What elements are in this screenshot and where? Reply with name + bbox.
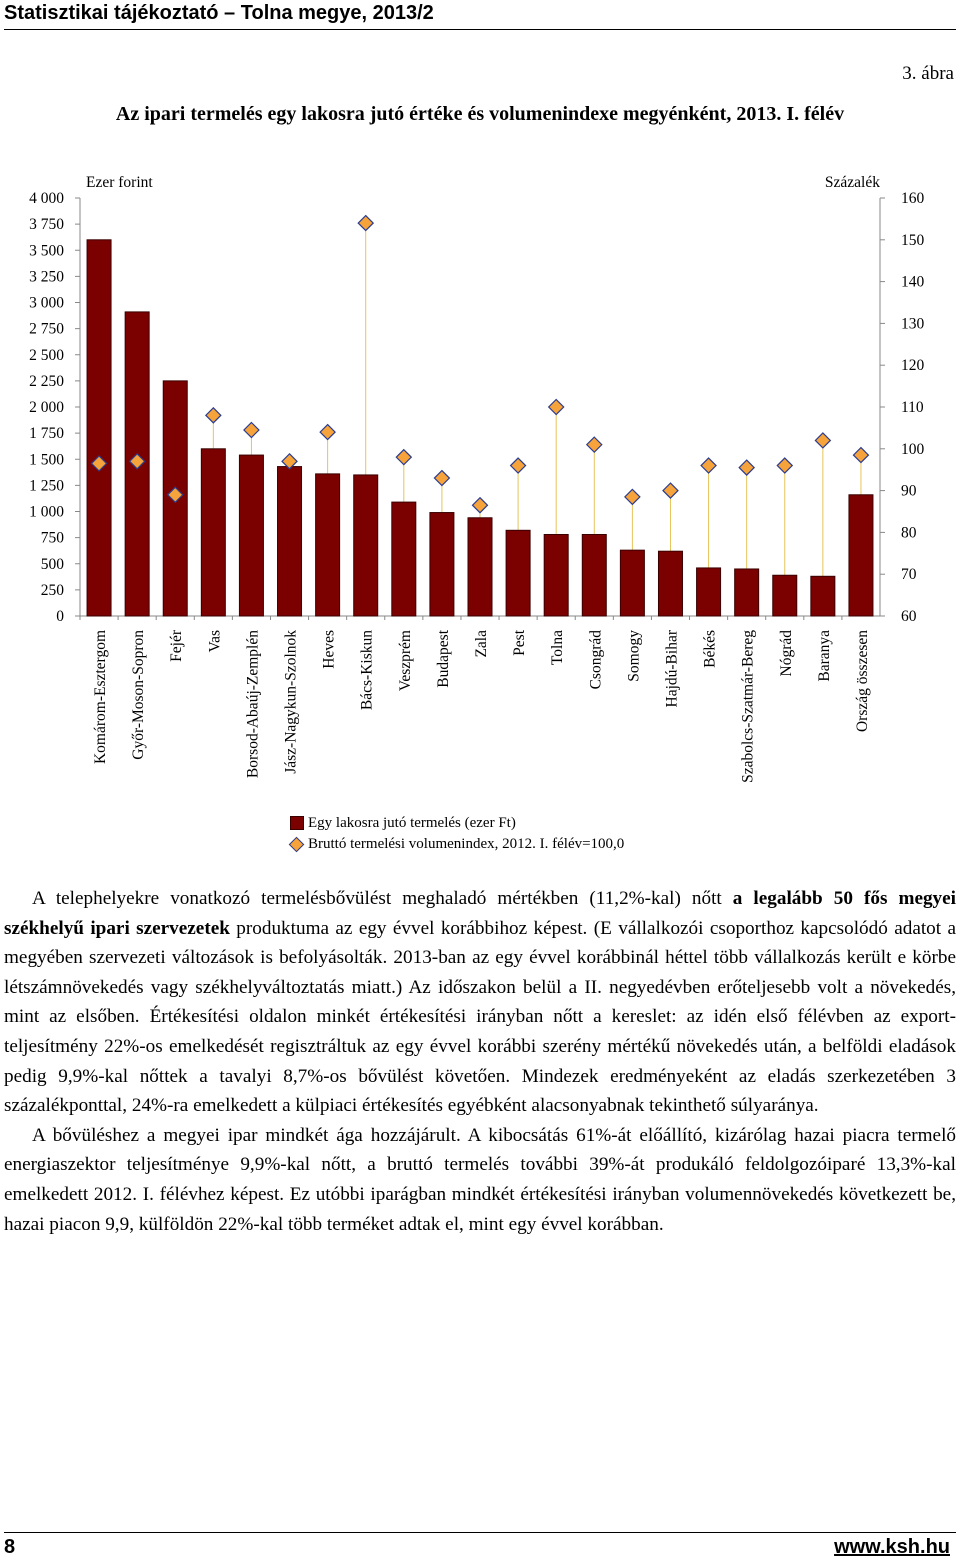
- bar-18: [773, 575, 797, 616]
- left-tick-label: 0: [56, 608, 64, 625]
- footer-rule: [4, 1532, 956, 1533]
- right-tick-label: 150: [901, 231, 925, 249]
- category-label: Zala: [473, 630, 490, 658]
- diamond-marker-16: [701, 458, 716, 473]
- category-label: Vas: [206, 630, 224, 653]
- right-tick-label: 100: [901, 440, 925, 458]
- legend-item-bar: [290, 813, 624, 834]
- bold-text: a legalább 50 fős megyei székhelyű ipari szervezetek: [4, 888, 956, 939]
- bar-14: [620, 550, 644, 616]
- left-tick-label: 3 250: [29, 268, 64, 286]
- left-tick-label: 3 750: [29, 216, 64, 234]
- left-tick-label: 2 750: [29, 320, 64, 338]
- bar-17: [735, 569, 759, 616]
- legend-bar-label: Egy lakosra jutó termelés (ezer Ft): [308, 815, 516, 831]
- left-tick-label: 2 500: [29, 346, 64, 364]
- category-label: Győr-Moson-Sopron: [130, 630, 148, 760]
- figure-title: Az ipari termelés egy lakosra jutó értéke és volumenindexe megyénként, 2013. I. félév: [115, 103, 845, 125]
- category-label: Ország összesen: [853, 630, 871, 733]
- page-number: 8: [4, 1536, 16, 1558]
- diamond-marker-12: [549, 400, 564, 415]
- paragraph: [4, 1121, 956, 1239]
- right-tick-label: 80: [901, 524, 917, 542]
- diamond-marker-18: [777, 458, 792, 473]
- category-label: Somogy: [625, 630, 643, 682]
- category-label: Nógrád: [777, 630, 795, 677]
- bar-19: [811, 576, 835, 616]
- diamond-marker-4: [244, 422, 259, 437]
- legend-bar-swatch: [290, 816, 304, 830]
- diamond-marker-11: [511, 458, 526, 473]
- bar-0: [87, 240, 111, 616]
- category-label: Baranya: [815, 630, 833, 682]
- bar-13: [582, 534, 606, 616]
- category-label: Komárom-Esztergom: [92, 630, 110, 765]
- left-tick-label: 3 000: [29, 294, 64, 312]
- category-label: Pest: [511, 630, 529, 656]
- bar-20: [849, 495, 873, 616]
- bar-16: [697, 568, 721, 616]
- category-label: Szabolcs-Szatmár-Bereg: [739, 630, 757, 783]
- category-label: Budapest: [434, 630, 452, 688]
- ksh-website-link[interactable]: www.ksh.hu: [834, 1536, 950, 1558]
- category-label: Tolna: [549, 630, 567, 666]
- right-tick-label: 140: [901, 273, 925, 291]
- category-label: Heves: [320, 630, 338, 669]
- legend-marker-label: Bruttó termelési volumenindex, 2012. I. félév=100,0: [308, 836, 625, 852]
- diamond-marker-13: [587, 437, 602, 452]
- diamond-marker-7: [358, 216, 373, 231]
- right-tick-label: 60: [901, 608, 917, 625]
- left-tick-label: 2 250: [29, 372, 64, 390]
- diamond-marker-3: [206, 408, 221, 423]
- figure-number: 3. ábra: [902, 63, 954, 84]
- left-tick-label: 1 000: [29, 503, 64, 521]
- diamond-marker-15: [663, 483, 678, 498]
- left-tick-label: 750: [40, 529, 64, 547]
- text-run: A bővüléshez a megyei ipar mindkét ága hozzájárult. A kibocsátás 61%-át előállító, kizárólag hazai piacra termelő energiaszektor teljesítménye 9,9%-kal nőtt, a bruttó termelés további 39%-át produkáló feldolgozóiparé 13,3%-kal emelkedett 2012. I. félévhez képest. Ez utóbbi iparágban mindkét értékesítési irányban volumennövekedés következett be, hazai piacon 9,9, külföldön 22%-kal több terméket adtak el, mint egy évvel korábban.: [4, 1124, 956, 1235]
- county-production-chart: [0, 160, 960, 810]
- bar-10: [468, 518, 492, 616]
- bar-11: [506, 530, 530, 616]
- diamond-marker-17: [739, 460, 754, 475]
- paragraph: [4, 884, 956, 1121]
- right-tick-label: 130: [901, 315, 925, 333]
- category-label: Hajdú-Bihar: [663, 630, 681, 708]
- diamond-marker-14: [625, 489, 640, 504]
- right-axis-unit: Százalék: [824, 174, 880, 191]
- category-label: Jász-Nagykun-Szolnok: [282, 630, 300, 774]
- bar-3: [201, 449, 225, 616]
- diamond-marker-19: [815, 433, 830, 448]
- text-run: A telephelyekre vonatkozó termelésbővülést meghaladó mértékben (11,2%-kal) nőtt: [32, 888, 733, 909]
- header-rule: [4, 29, 956, 30]
- left-tick-label: 3 500: [29, 242, 64, 260]
- bar-12: [544, 534, 568, 616]
- right-tick-label: 70: [901, 566, 917, 584]
- bar-6: [316, 474, 340, 616]
- category-label: Békés: [701, 630, 719, 668]
- left-tick-label: 1 250: [29, 477, 64, 495]
- category-label: Csongrád: [587, 630, 605, 690]
- left-tick-label: 500: [40, 555, 64, 573]
- left-tick-label: 1 500: [29, 451, 64, 469]
- diamond-marker-8: [396, 450, 411, 465]
- right-tick-label: 90: [901, 482, 917, 500]
- bar-8: [392, 502, 416, 616]
- bar-9: [430, 513, 454, 616]
- chart-legend: [290, 813, 624, 855]
- left-tick-label: 2 000: [29, 399, 64, 416]
- category-label: Bács-Kiskun: [358, 630, 376, 711]
- bar-15: [658, 551, 682, 616]
- header-title: Statisztikai tájékoztató – Tolna megye, 2013/2: [4, 2, 434, 24]
- bar-5: [278, 467, 302, 616]
- diamond-marker-10: [473, 498, 488, 513]
- bar-7: [354, 475, 378, 616]
- left-tick-label: 1 750: [29, 425, 64, 443]
- diamond-marker-6: [320, 425, 335, 440]
- diamond-marker-20: [853, 448, 868, 463]
- bar-4: [239, 455, 263, 616]
- category-label: Veszprém: [396, 630, 414, 692]
- left-tick-label: 4 000: [29, 190, 64, 207]
- left-tick-label: 250: [40, 581, 64, 599]
- diamond-marker-9: [434, 471, 449, 486]
- text-run: produktuma az egy évvel korábbihoz képest. (E vállalkozói csoporthoz kapcsolódó adatot a megyében szervezeti változások is befolyásolták. 2013-ban az egy évvel korábbinál héttel több vállalkozás került e körbe létszámnövekedés vagy székhelyváltoztatás miatt.) Az időszakon belül a II. negyedévben erőteljesebb volt a növekedés, mint az elsőben. Értékesítési oldalon minkét értékesítési irányban nőtt a kereslet: az idén első félévben az export-teljesítmény 22%-os emelkedését regisztráltuk az egy évvel korábbi szerény mértékű növekedés után, a belföldi eladások pedig 9,9%-kal nőttek a tavalyi 8,7%-os bővülést követően. Mindezek eredményeként az eladás szerkezetében 3 százalékponttal, 24%-ra emelkedett a külpiaci értékesítés egyébként alacsonyabnak tekinthető súlyaránya.: [4, 917, 956, 1117]
- legend-item-marker: [290, 834, 624, 855]
- right-tick-label: 160: [901, 190, 925, 207]
- category-label: Borsod-Abaúj-Zemplén: [244, 630, 262, 779]
- left-axis-unit: Ezer forint: [86, 174, 153, 191]
- body-text: [4, 884, 956, 1239]
- category-label: Fejér: [168, 630, 186, 662]
- legend-diamond-swatch: [289, 837, 305, 853]
- page-header: [4, 0, 956, 32]
- right-tick-label: 120: [901, 357, 925, 375]
- right-tick-label: 110: [901, 399, 924, 416]
